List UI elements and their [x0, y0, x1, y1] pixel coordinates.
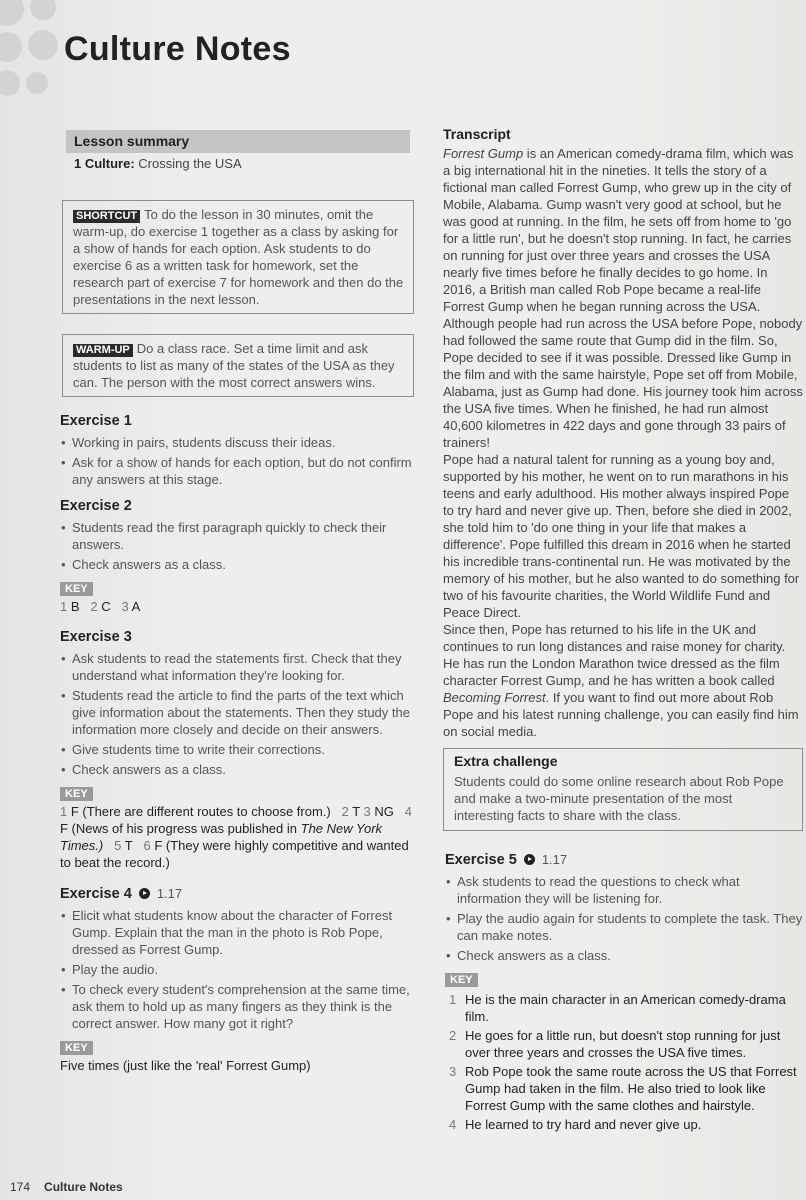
lesson-item-label: 1 Culture: [74, 156, 135, 171]
extra-challenge-text: Students could do some online research about Rob Pope and make a two-minute presentation of the most interesting facts to share with the class. [454, 774, 784, 823]
lesson-summary-item [66, 153, 410, 174]
list-item: • Play the audio. [72, 961, 414, 978]
key-badge: KEY [60, 582, 93, 596]
exercise-4-answer: Five times (just like the 'real' Forrest Gump) [60, 1058, 311, 1073]
audio-icon [524, 854, 535, 865]
key-badge: KEY [60, 1041, 93, 1055]
exercise-2-heading: Exercise 2 [60, 498, 132, 514]
right-column [443, 126, 803, 1135]
transcript-paragraph: Forrest Gump is an American comedy-drama film, which was a big international hit in the nineties. It tells the story of a fictional man called Forrest Gump, who grew up in the city of Mobile, Alabama. Gump wasn't very good at school, but he was good at running. In the film, he sets off from home to 'go for a little run', but he doesn't stop running. In fact, he carries on running for just over three years and crosses the USA nearly five times before he finally decides to go home. In 2016, a British man called Rob Pope became a real-life Forrest Gump when he began running across the USA. Although people had run across the USA before Pope, nobody had followed the same route that Gump did in the film. So, Pope decided to see if it was possible. Dressed like Gump in the film and with the same hairstyle, Pope set off from Mobile, Alabama, just as Gump had done. His journey took him across the USA five times. When he finished, he had run almost 40,600 kilometres in 422 days and gone through 33 pairs of trainers! [443, 146, 803, 450]
page-title: Culture Notes [64, 30, 291, 68]
extra-challenge-box [443, 748, 803, 831]
key-badge: KEY [60, 787, 93, 801]
exercise-1-heading: Exercise 1 [60, 413, 132, 429]
exercise-3-heading: Exercise 3 [60, 629, 132, 645]
list-item: • Students read the first paragraph quickly to check their answers. [72, 519, 414, 553]
transcript [443, 126, 803, 740]
list-item: • Working in pairs, students discuss their ideas. [72, 434, 414, 451]
left-column [58, 130, 414, 1074]
audio-icon [139, 888, 150, 899]
list-item: • Check answers as a class. [72, 761, 414, 778]
transcript-paragraph: Since then, Pope has returned to his life in the UK and continues to run long distances and raise money for charity. He has run the London Marathon twice dressed as the film character Forrest Gump, and he has written a book called Becoming Forrest. If you want to find out more about Rob Pope and his latest running challenge, you can easily find him on social media. [443, 622, 799, 739]
list-item: • Ask students to read the statements first. Check that they understand what information they're looking for. [72, 650, 414, 684]
list-item: • Students read the article to find the parts of the text which give information about the statements. Then they study the information more closely and decide on their answers. [72, 687, 414, 738]
footer-label: Culture Notes [44, 1180, 123, 1194]
list-item: 4 He learned to try hard and never give up. [449, 1117, 702, 1132]
list-item: 2 He goes for a little run, but doesn't stop running for just over three years and crosses the USA five times. [449, 1028, 781, 1060]
exercise-2-bullets [58, 519, 414, 573]
list-item: • Check answers as a class. [457, 947, 803, 964]
list-item: • To check every student's comprehension at the same time, ask them to hold up as many fingers as they think is the correct answer. How many got it right? [72, 981, 414, 1032]
lesson-item-text: Crossing the USA [138, 156, 242, 171]
list-item: • Ask students to read the questions to check what information they will be listening for. [457, 873, 803, 907]
transcript-paragraph: Pope had a natural talent for running as a young boy and, supported by his mother, he went on to run marathons in his teens and early adulthood. His mother always inspired Pope to try hard and never give up. Then, before she died in 2002, she told him to 'do one thing in your life that makes a difference'. Pope fulfilled this dream in 2016 when he started his incredible trans-continental run. He was motivated by the memory of his mother, but he also wanted to do something for two of his favourite charities, the World Wildlife Fund and Peace Direct. [443, 452, 800, 620]
shortcut-text: To do the lesson in 30 minutes, omit the warm-up, do exercise 1 together as a class by asking for a show of hands for each option. Ask students to do exercise 6 as a written task for homework, set the research part of exercise 7 for homework and then do the presentations in the next lesson. [73, 207, 404, 307]
decorative-dots [0, 0, 70, 110]
lesson-summary [66, 130, 410, 174]
exercise-5-bullets [443, 873, 803, 964]
exercise-3-bullets [58, 650, 414, 778]
exercise-4-bullets [58, 907, 414, 1032]
list-item: • Check answers as a class. [72, 556, 414, 573]
extra-challenge-heading: Extra challenge [454, 753, 558, 769]
track-number: 1.17 [156, 886, 183, 901]
lesson-summary-heading: Lesson summary [66, 130, 410, 153]
shortcut-tag: SHORTCUT [73, 210, 140, 223]
page-footer [10, 1180, 123, 1194]
warmup-tag: WARM-UP [73, 344, 133, 357]
exercise-1-bullets [58, 434, 414, 488]
list-item: • Elicit what students know about the character of Forrest Gump. Explain that the man in the photo is Rob Pope, dressed as Forrest Gump. [72, 907, 414, 958]
key-badge: KEY [445, 973, 478, 987]
page-number: 174 [10, 1180, 31, 1194]
list-item: 1 He is the main character in an American comedy-drama film. [449, 992, 786, 1024]
exercise-2-answers: 1 B 2 C 3 A [60, 599, 141, 614]
shortcut-box [62, 200, 414, 314]
exercise-5-heading: Exercise 5 1.17 [445, 852, 568, 868]
list-item: • Play the audio again for students to complete the task. They can make notes. [457, 910, 803, 944]
exercise-5-answers [443, 991, 803, 1133]
exercise-3-answers: 1 F (There are different routes to choose from.) 2 T 3 NG 4 F (News of his progress was published in The New York Times.) 5 T 6 F (They were highly competitive and wanted to beat the record.) [60, 804, 412, 870]
list-item: • Ask for a show of hands for each option, but do not confirm any answers at this stage. [72, 454, 414, 488]
warmup-text: Do a class race. Set a time limit and ask students to list as many of the states of the USA as they can. The person with the most correct answers wins. [73, 341, 395, 390]
transcript-heading: Transcript [443, 126, 511, 142]
list-item: • Give students time to write their corrections. [72, 741, 414, 758]
exercise-4-heading: Exercise 4 1.17 [60, 886, 183, 902]
list-item: 3 Rob Pope took the same route across the US that Forrest Gump had taken in the film. He also tried to look like Forrest Gump with the same clothes and hairstyle. [449, 1064, 797, 1113]
warmup-box [62, 334, 414, 397]
track-number: 1.17 [541, 852, 568, 867]
